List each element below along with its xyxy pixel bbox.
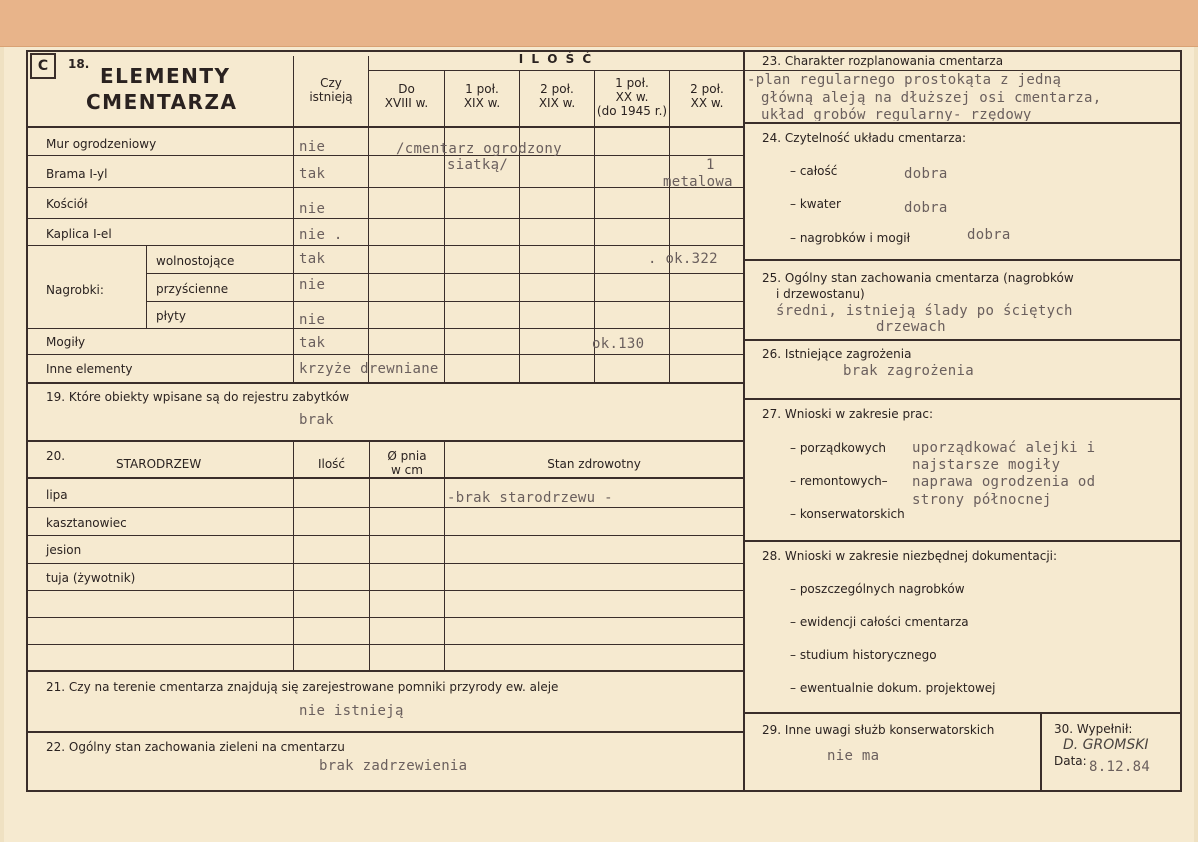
section-28-item-1: – poszczególnych nagrobków: [790, 582, 965, 596]
tree-row-jesion: jesion: [46, 543, 82, 557]
section-28-item-4: – ewentualnie dokum. projektowej: [790, 681, 996, 695]
row-label-mur: Mur ogrodzeniowy: [46, 137, 157, 151]
section-27-label: 27. Wnioski w zakresie prac:: [762, 407, 934, 421]
section-18-number: 18.: [68, 57, 90, 71]
exist-brama: tak: [299, 166, 326, 182]
section-23-label: 23. Charakter rozplanowania cmentarza: [762, 54, 1004, 68]
note-wolnostojace: . ok.322: [648, 251, 718, 267]
section-21-label: 21. Czy na terenie cmentarza znajdują się zarejestrowane pomniki przyrody ew. aleje: [46, 680, 559, 694]
starodrzew-pnia-header: Ø pnia w cm: [387, 449, 427, 477]
period-header-1: Do XVIII w.: [384, 82, 429, 110]
section-27-item-1: – porządkowych: [790, 441, 886, 455]
ilosc-header: I L O Ś Ć: [518, 52, 594, 66]
section-27-value-1: uporządkować alejki i: [912, 440, 1096, 456]
section-28-item-3: – studium historycznego: [790, 648, 937, 662]
section-25-line-1: średni, istnieją ślady po ściętych: [776, 303, 1073, 319]
note-mur-2: siatką/: [447, 157, 509, 173]
tree-row-kasztanowiec: kasztanowiec: [46, 516, 127, 530]
section-27-value-3: naprawa ogrodzenia od: [912, 474, 1096, 490]
tree-row-tuja: tuja (żywotnik): [46, 571, 136, 585]
section-29-label: 29. Inne uwagi służb konserwatorskich: [762, 723, 995, 737]
form-letter-box: C: [30, 53, 56, 79]
note-brama-2: metalowa: [663, 174, 733, 190]
section-24-value-1: dobra: [904, 166, 948, 182]
section-24-value-3: dobra: [967, 227, 1011, 243]
section-26-value: brak zagrożenia: [843, 363, 974, 379]
section-19-value: brak: [299, 412, 334, 428]
section-23-line-1: -plan regularnego prostokąta z jedną: [747, 72, 1062, 88]
section-23-line-2: główną aleją na dłuższej osi cmentarza,: [761, 90, 1102, 106]
section-30-label: 30. Wypełnił:: [1054, 722, 1133, 736]
note-mogily: ok.130: [592, 336, 645, 352]
section-22-label: 22. Ogólny stan zachowania zieleni na cmentarzu: [46, 740, 345, 754]
note-brama-1: 1: [706, 157, 715, 173]
row-label-kaplica: Kaplica I-el: [46, 227, 112, 241]
period-header-3: 2 poł. XIX w.: [538, 82, 576, 110]
section-20-number: 20.: [46, 449, 66, 463]
section-19-label: 19. Które obiekty wpisane są do rejestru zabytków: [46, 390, 350, 404]
starodrzew-value: -brak starodrzewu -: [447, 490, 613, 506]
col-czy-header: Czy istnieją: [309, 76, 353, 104]
section-27-value-4: strony północnej: [912, 492, 1052, 508]
date-value: 8.12.84: [1089, 759, 1151, 775]
row-label-plyty: płyty: [156, 309, 186, 323]
exist-mogily: tak: [299, 335, 326, 351]
row-label-przyscienne: przyścienne: [156, 282, 229, 296]
starodrzew-ilosc-header: Ilość: [317, 457, 346, 471]
section-25-label-1: 25. Ogólny stan zachowania cmentarza (nagrobków: [762, 271, 1074, 285]
section-24-item-3: – nagrobków i mogił: [790, 231, 911, 245]
row-label-mogily: Mogiły: [46, 335, 86, 349]
section-28-label: 28. Wnioski w zakresie niezbędnej dokumentacji:: [762, 549, 1058, 563]
section-18-title-2: CMENTARZA: [86, 90, 238, 114]
exist-inne: krzyże drewniane: [299, 361, 439, 377]
exist-mur: nie: [299, 139, 326, 155]
row-label-brama: Brama I-yl: [46, 167, 108, 181]
date-label: Data:: [1054, 754, 1087, 768]
section-27-item-3: – konserwatorskich: [790, 507, 905, 521]
section-28-item-2: – ewidencji całości cmentarza: [790, 615, 969, 629]
section-22-value: brak zadrzewienia: [319, 758, 468, 774]
section-24-item-1: – całość: [790, 164, 838, 178]
period-header-2: 1 poł. XIX w.: [463, 82, 501, 110]
adhesive-tape-strip: [0, 0, 1198, 47]
period-header-4: 1 poł. XX w. (do 1945 r.): [596, 76, 668, 118]
exist-kosciol: nie: [299, 201, 326, 217]
section-24-label: 24. Czytelność układu cmentarza:: [762, 131, 967, 145]
row-label-wolnostojace: wolnostojące: [156, 254, 235, 268]
note-mur: /cmentarz ogrodzony: [396, 141, 562, 157]
section-24-item-2: – kwater: [790, 197, 841, 211]
period-header-5: 2 poł. XX w.: [690, 82, 724, 110]
section-23-line-3: układ grobów regularny- rzędowy: [761, 107, 1032, 121]
exist-wolnostojace: tak: [299, 251, 326, 267]
starodrzew-stan-header: Stan zdrowotny: [547, 457, 641, 471]
row-label-kosciol: Kościół: [46, 197, 88, 211]
section-18-title-1: ELEMENTY: [100, 64, 231, 88]
section-27-value-2: najstarsze mogiły: [912, 457, 1061, 473]
exist-kaplica: nie .: [299, 227, 343, 243]
signature-name: D. GROMSKI: [1063, 737, 1149, 753]
exist-plyty: nie: [299, 312, 326, 328]
section-25-label-2: i drzewostanu): [776, 287, 865, 301]
section-20-title: STARODRZEW: [116, 457, 202, 471]
section-26-label: 26. Istniejące zagrożenia: [762, 347, 912, 361]
exist-przyscienne: nie: [299, 277, 326, 293]
tree-row-lipa: lipa: [46, 488, 68, 502]
section-24-value-2: dobra: [904, 200, 948, 216]
section-29-value: nie ma: [827, 748, 880, 764]
section-27-item-2: – remontowych–: [790, 474, 888, 488]
row-label-inne: Inne elementy: [46, 362, 133, 376]
section-25-line-2: drzewach: [876, 319, 946, 335]
row-label-nagrobki: Nagrobki:: [46, 283, 104, 297]
section-21-value: nie istnieją: [299, 703, 404, 719]
